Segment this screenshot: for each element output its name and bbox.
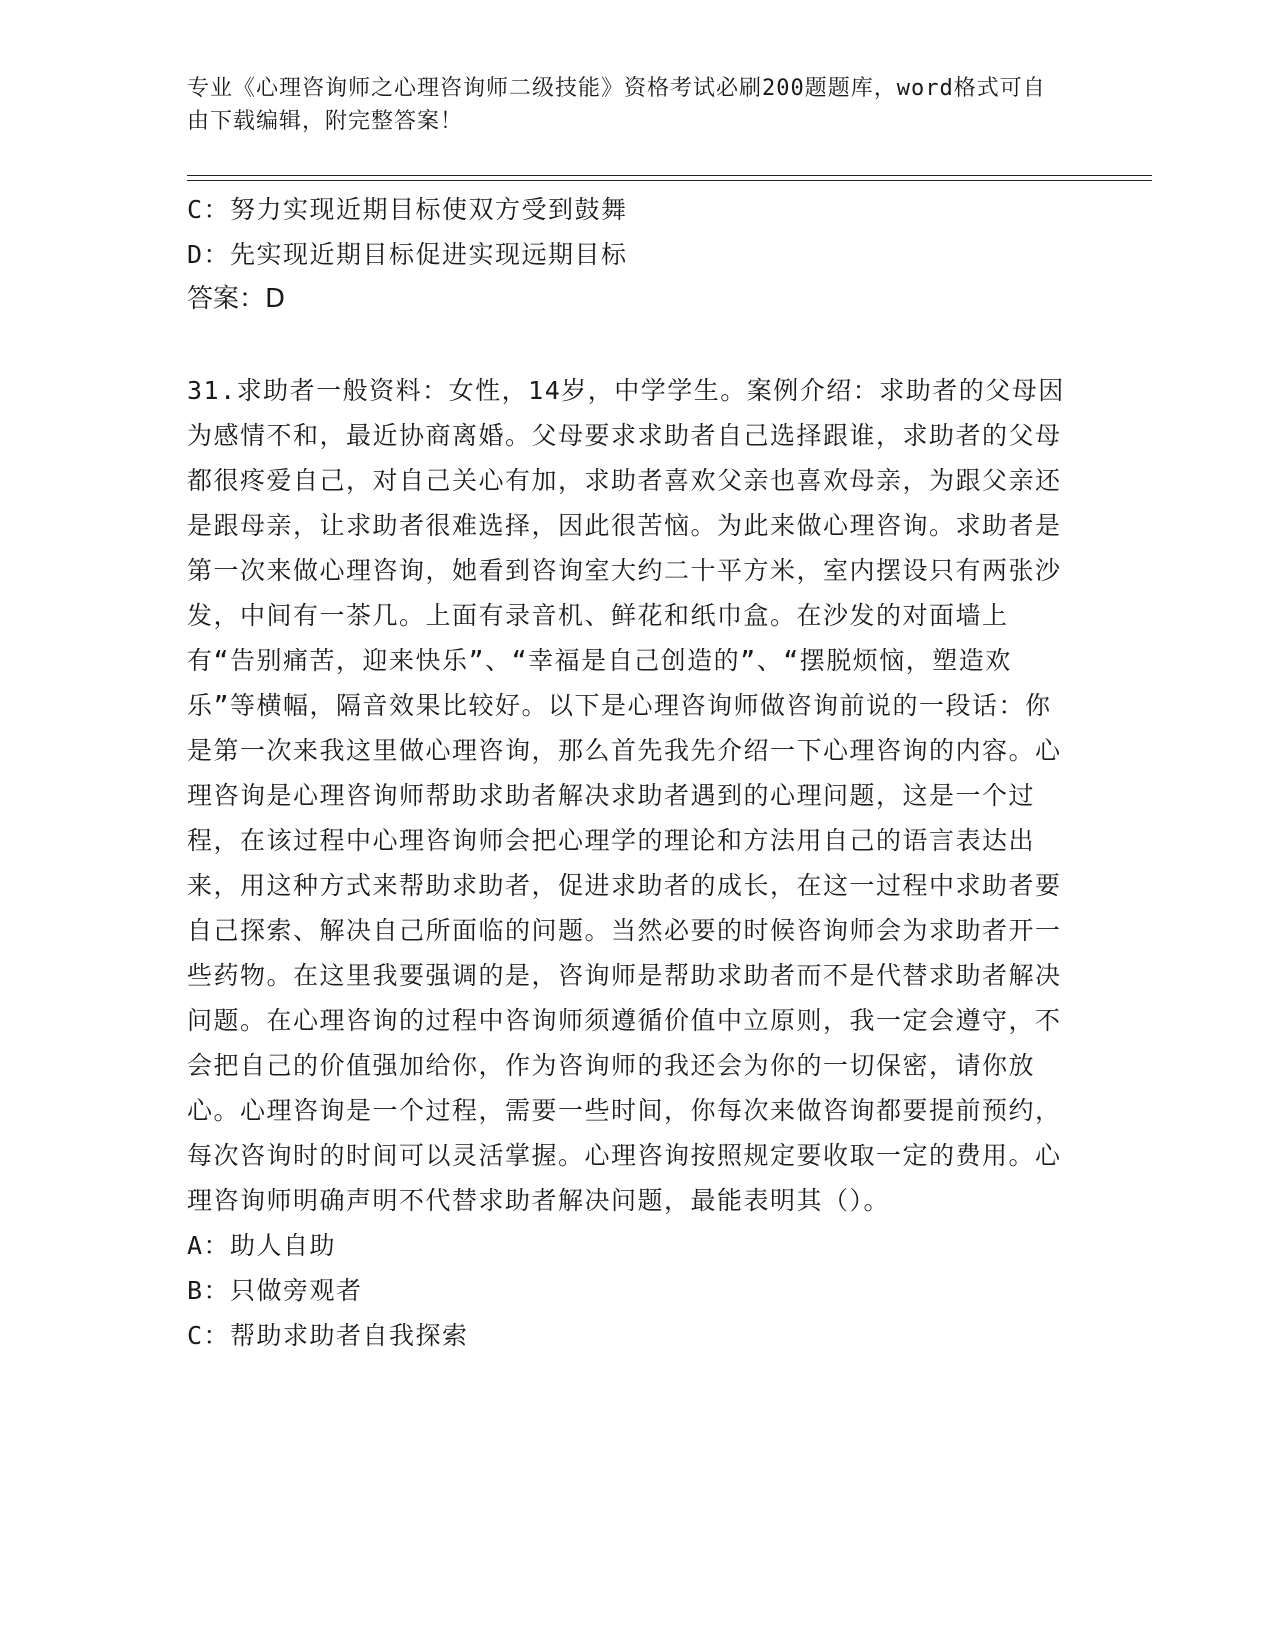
document-body [187, 187, 1087, 1358]
spacer [187, 322, 1087, 368]
header-divider-bottom [187, 180, 1152, 181]
option-b: B：只做旁观者 [187, 1276, 363, 1305]
answer-label: 答案：D [187, 284, 286, 314]
option-d: D：先实现近期目标促进实现远期目标 [187, 240, 628, 269]
question-stem: 31.求助者一般资料：女性，14岁，中学学生。案例介绍：求助者的父母因为感情不和，最近协商离婚。父母要求求助者自己选择跟谁，求助者的父母都很疼爱自己，对自己关心有加，求助者喜欢父亲也喜欢母亲，为跟父亲还是跟母亲，让求助者很难选择，因此很苦恼。为此来做心理咨询。求助者是第一次来做心理咨询，她看到咨询室大约二十平方米，室内摆设只有两张沙发，中间有一茶几。上面有录音机、鲜花和纸巾盒。在沙发的对面墙上有“告别痛苦，迎来快乐”、“幸福是自己创造的”、“摆脱烦恼，塑造欢乐”等横幅，隔音效果比较好。以下是心理咨询师做咨询前说的一段话：你是第一次来我这里做心理咨询，那么首先我先介绍一下心理咨询的内容。心理咨询是心理咨询师帮助求助者解决求助者遇到的心理问题，这是一个过程，在该过程中心理咨询师会把心理学的理论和方法用自己的语言表达出来，用这种方式来帮助求助者，促进求助者的成长，在这一过程中求助者要自己探索、解决自己所面临的问题。当然必要的时候咨询师会为求助者开一些药物。在这里我要强调的是，咨询师是帮助求助者而不是代替求助者解决问题。在心理咨询的过程中咨询师须遵循价值中立原则，我一定会遵守，不会把自己的价值强加给你，作为咨询师的我还会为你的一切保密，请你放心。心理咨询是一个过程，需要一些时间，你每次来做咨询都要提前预约，每次咨询时的时间可以灵活掌握。心理咨询按照规定要收取一定的费用。心理咨询师明确声明不代替求助者解决问题，最能表明其（）。 [187, 376, 1065, 1215]
option-c: C：努力实现近期目标使双方受到鼓舞 [187, 195, 628, 224]
document-header [187, 72, 1067, 138]
option-c: C：帮助求助者自我探索 [187, 1321, 469, 1350]
header-divider-top [187, 175, 1152, 176]
header-text: 专业《心理咨询师之心理咨询师二级技能》资格考试必刷200题题库，word格式可自由下载编辑，附完整答案！ [187, 76, 1046, 134]
option-a: A：助人自助 [187, 1231, 337, 1260]
